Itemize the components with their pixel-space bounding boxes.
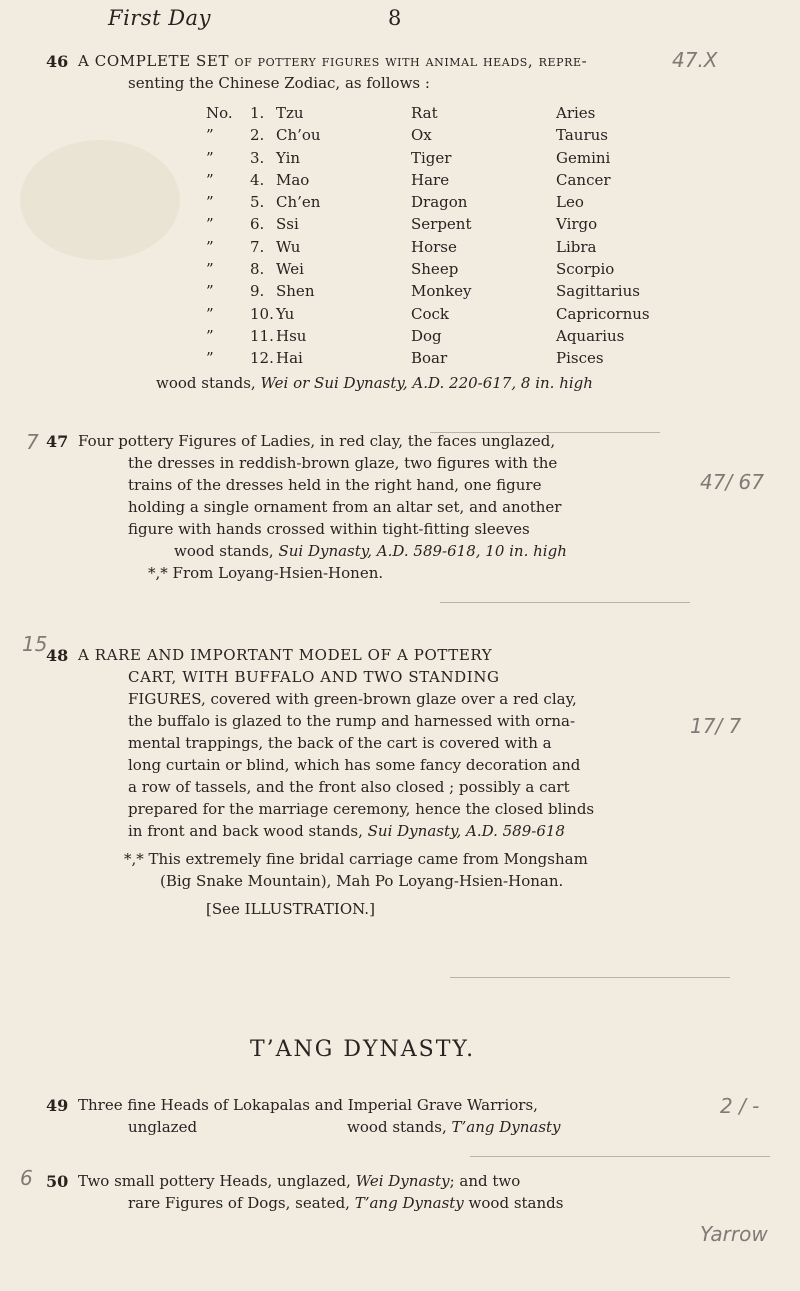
lot-line: the buffalo is glazed to the rump and harnessed with orna- bbox=[128, 712, 576, 730]
dynasty-note: T’ang Dynasty bbox=[451, 1118, 561, 1136]
stands-note: wood stands, bbox=[174, 542, 279, 560]
stands-note: wood stands, bbox=[347, 1118, 452, 1136]
lot-line: a row of tassels, and the front also closed ; possibly a cart bbox=[128, 778, 570, 796]
dynasty-note: Wei or Sui Dynasty, A.D. 220-617, 8 in. high bbox=[260, 374, 593, 392]
zodiac-row: ” 4. Mao Hare Cancer bbox=[206, 170, 611, 189]
zodiac-row: ” 9. Shen Monkey Sagittarius bbox=[206, 282, 640, 301]
lot-description bbox=[78, 1094, 718, 1138]
page-header bbox=[108, 6, 668, 30]
lot-line: senting the Chinese Zodiac, as follows : bbox=[128, 74, 430, 92]
lot-line: A COMPLETE SET of pottery figures with animal heads, repre- bbox=[78, 52, 588, 70]
bridal-note: *,* This extremely fine bridal carriage came from Mongsham bbox=[124, 850, 588, 868]
running-title: First Day bbox=[108, 6, 211, 30]
pencil-annotation: Yarrow bbox=[700, 1222, 768, 1246]
illustration-note: [See ILLUSTRATION.] bbox=[206, 900, 375, 918]
section-title: T’ANG DYNASTY. bbox=[250, 1037, 476, 1062]
divider bbox=[470, 1156, 770, 1157]
lot-footer bbox=[156, 372, 756, 394]
zodiac-row: ” 2. Ch’ou Ox Taurus bbox=[206, 126, 608, 145]
stands-note: in front and back wood stands, bbox=[128, 822, 368, 840]
divider bbox=[450, 977, 730, 978]
pencil-annotation: 17/ 7 bbox=[690, 714, 742, 738]
lot-number: 50 bbox=[46, 1172, 69, 1191]
pencil-annotation: 47/ 67 bbox=[700, 470, 764, 494]
lot-number: 48 bbox=[46, 646, 69, 665]
zodiac-row: ” 7. Wu Horse Libra bbox=[206, 237, 597, 256]
lot-line: CART, WITH BUFFALO AND TWO STANDING bbox=[128, 668, 500, 686]
lot-description bbox=[78, 1170, 718, 1214]
lot-line: figure with hands crossed within tight-fitting sleeves bbox=[128, 520, 530, 538]
lot-line: Two small pottery Heads, unglazed, bbox=[78, 1172, 356, 1190]
lot-line: rare Figures of Dogs, seated, bbox=[128, 1194, 355, 1212]
bridal-note: (Big Snake Mountain), Mah Po Loyang-Hsien-Honan. bbox=[160, 872, 564, 890]
page-number: 8 bbox=[388, 6, 402, 30]
lot-line: Four pottery Figures of Ladies, in red clay, the faces unglazed, bbox=[78, 432, 556, 450]
dynasty-note: Sui Dynasty, A.D. 589-618 bbox=[367, 822, 565, 840]
dynasty-note: T’ang Dynasty bbox=[354, 1194, 464, 1212]
stands-note: wood stands, bbox=[156, 374, 261, 392]
lot-line: FIGURES, covered with green-brown glaze over a red clay, bbox=[128, 690, 577, 708]
dynasty-note: Sui Dynasty, A.D. 589-618, 10 in. high bbox=[278, 542, 567, 560]
lot-line: Three fine Heads of Lokapalas and Imperial Grave Warriors, bbox=[78, 1096, 538, 1114]
zodiac-row: ” 6. Ssi Serpent Virgo bbox=[206, 215, 598, 234]
provenance-note: *,* From Loyang-Hsien-Honen. bbox=[148, 564, 384, 582]
glaze-note: unglazed bbox=[128, 1118, 198, 1136]
lot-line: A RARE AND IMPORTANT MODEL OF A POTTERY bbox=[78, 646, 493, 664]
zodiac-row: ” 11. Hsu Dog Aquarius bbox=[206, 326, 625, 345]
stands-note: wood stands bbox=[463, 1194, 564, 1212]
lot-number: 47 bbox=[46, 432, 69, 451]
margin-pencil-note: 15 bbox=[22, 632, 48, 656]
lot-number: 46 bbox=[46, 52, 69, 71]
lot-line: prepared for the marriage ceremony, hence the closed blinds bbox=[128, 800, 595, 818]
lot-line: the dresses in reddish-brown glaze, two figures with the bbox=[128, 454, 558, 472]
margin-pencil-note: 6 bbox=[20, 1166, 33, 1190]
divider bbox=[440, 602, 690, 603]
zodiac-row: ” 12. Hai Boar Pisces bbox=[206, 349, 604, 368]
zodiac-row: No. 1. Tzu Rat Aries bbox=[206, 104, 596, 122]
zodiac-row: ” 3. Yin Tiger Gemini bbox=[206, 148, 611, 167]
paper-stain bbox=[20, 140, 180, 260]
zodiac-row: ” 5. Ch’en Dragon Leo bbox=[206, 193, 584, 212]
lot-line: trains of the dresses held in the right hand, one figure bbox=[128, 476, 542, 494]
lot-line: ; and two bbox=[449, 1172, 521, 1190]
lot-line: holding a single ornament from an altar set, and another bbox=[128, 498, 562, 516]
margin-pencil-note: 7 bbox=[26, 430, 39, 454]
zodiac-row: ” 10. Yu Cock Capricornus bbox=[206, 304, 650, 323]
pencil-annotation: 2 / - bbox=[720, 1094, 760, 1118]
lot-description bbox=[78, 430, 718, 584]
pencil-annotation: 47.X bbox=[672, 48, 718, 72]
lot-description bbox=[78, 644, 718, 920]
lot-number: 49 bbox=[46, 1096, 69, 1115]
lot-line: mental trappings, the back of the cart is covered with a bbox=[128, 734, 552, 752]
zodiac-row: ” 8. Wei Sheep Scorpio bbox=[206, 260, 615, 279]
lot-line: long curtain or blind, which has some fancy decoration and bbox=[128, 756, 581, 774]
dynasty-note: Wei Dynasty bbox=[355, 1172, 450, 1190]
zodiac-table bbox=[206, 102, 706, 370]
lot-description bbox=[78, 50, 718, 94]
